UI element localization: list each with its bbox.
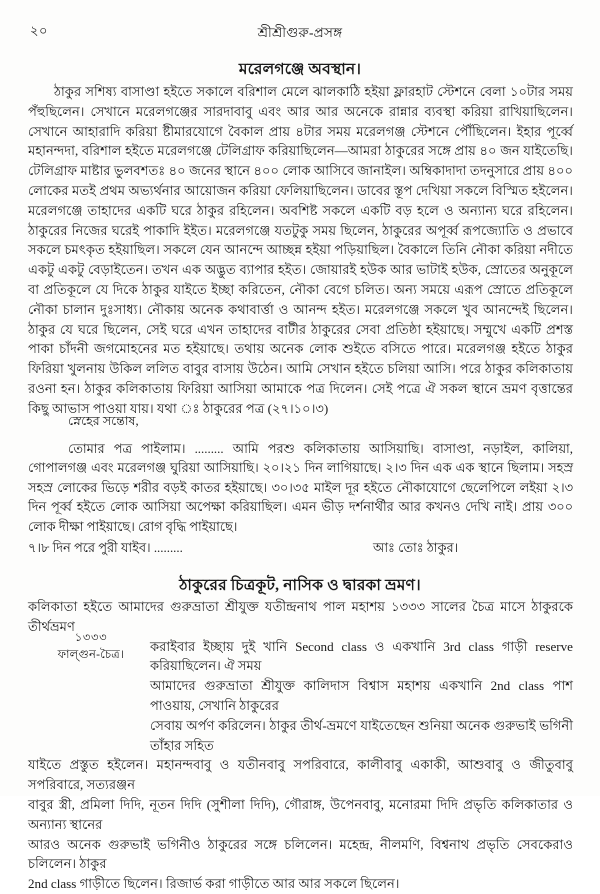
quoted-letter xyxy=(28,412,573,558)
section-2-line: করাইবার ইচ্ছায় দুই খানি Second class ও একখানি 3rd class গাড়ী reserve করিয়াছিলেন। ঐ সময় xyxy=(150,638,573,674)
section-2-line: যাইতে প্রস্তুত হইলেন। মহানন্দবাবু ও যতীনবাবু সপরিবারে, কালীবাবু একাকী, আশুবাবু ও জীতুবাবু সপরিবারে, সত্যরঞ্জন xyxy=(28,757,573,793)
margin-note-months: ফাল্গুন-চৈত্র। xyxy=(57,648,125,661)
margin-note-year: ১৩৩৩ xyxy=(74,631,108,644)
letter-last-line: ৭।৮ দিন পরে পুরী যাইব। ......... xyxy=(28,540,183,555)
letter-closing-row xyxy=(28,539,573,558)
letter-salutation: স্নেহের সন্তোষ, xyxy=(68,414,139,428)
section-heading-2: ঠাকুরের চিত্রকূট, নাসিক ও দ্বারকা ভ্রমণ। xyxy=(179,577,421,594)
section-2-line: আরও অনেক গুরুভাই ভগিনীও ঠাকুরের সঙ্গে চলিলেন। মহেন্দ্র, নীলমণি, বিশ্বনাথ প্রভৃতি সেবকেরাও চলিলেন। ঠাকুর xyxy=(28,836,573,872)
section-2-line: আমাদের গুরুভ্রাতা শ্রীযুক্ত কালিদাস বিশ্বাস মহাশয় একখানি 2nd class পাশ পাওয়ায়, সেখানি ঠাকুরের xyxy=(150,678,573,713)
section-2-line: বাবুর স্ত্রী, প্রমিলা দিদি, নূতন দিদি (সুশীলা দিদি), গৌরাঙ্গ, উপেনবাবু, মনোরমা দিদি প্রভৃতি কলিকাতার ও অন্যান্য স্থানের xyxy=(28,796,573,832)
section-1-paragraph-text: ঠাকুর সশিষ্য বাসাণ্ডা হইতে সকালে বরিশাল মেলে ঝালকাঠি হইয়া ফ্লারহাট স্টেশনে বেলা ১০টার সময় পঁহুছিলেন। সেখানে মরেলগঞ্জের সারদাবাবু এবং আর আর অনেকে রান্নার ব্যবস্থা করিয়া রাখিয়াছিলেন। সেখানে আহারাদি করিয়া ষ্টীমারযোগে বৈকাল প্রায় ৪টার সময় মরেলগঞ্জ স্টেশনে পৌঁছিলেন। ইহার পূর্ব্বে মহানন্দদা, বরিশাল হইতে মরেলগঞ্জে টেলিগ্রাফ করিয়াছিলেন—আমরা ঠাকুরের সঙ্গে প্রায় ৪০ জন যাইতেছি। টেলিগ্রাফ মাষ্টার ভুলবশতঃ ৪০ জনের স্থানে ৪০০ লোক আসিবে জানাইল। অম্বিকাদাদা তদনুসারে প্রায় ৪০০ লোকের মতই প্রথম অভ্যর্থনার আয়োজন করিয়া ফেলিয়াছিলেন। ডাবের স্তূপ দেখিয়া সকলে বিস্মিত হইলেন। মরেলগঞ্জে তাহাদের একটি ঘরে ঠাকুর রহিলেন। অবশিষ্ট সকলে একটি বড় হলে ও অন্যান্য ঘরে রহিলেন। ঠাকুরের নিজের ঘরেই পাকাদি ইইত। মরেলগঞ্জে যতটুকু সময় ছিলেন, ঠাকুরের অপূর্ব্ব রূপজ্যোতি ও প্রভাবে সকলে চমৎকৃত হইয়াছিল। সকলে যেন আনন্দে আচ্ছন্ন হইয়া পড়িয়াছিল। বৈকালে তিনি নৌকা করিয়া নদীতে একটু একটু বেড়াইতেন। তখন এক অদ্ভুত ব্যাপার হইত। জোয়ারই হউক আর ভাটাই হউক, স্রোতের অনুকূলে বা প্রতিকূলে যে দিকে ঠাকুর যাইতে ইচ্ছা করিতেন, নৌকা বেগে চলিত। অন্য সময়ে এরূপ স্রোতে প্রতিকূলে নৌকা চালান দুঃসাধ্য। নৌকায় অনেক কথাবার্ত্তা ও আনন্দ হইত। মরেলগঞ্জে সকলে খুব আনন্দেই ছিলেন। ঠাকুর যে ঘরে ছিলেন, সেই ঘরে এখন তাহাদের বাটীর ঠাকুরের সেবা প্রতিষ্ঠা হইয়াছে। সম্মুখে একটি প্রশস্ত পাকা চাঁদনী জগমোহনের মত হইয়াছে। তথায় অনেক লোক শুইতে বসিতে পারে। মরেলগঞ্জ হইতে ঠাকুর ফিরিয়া খুলনায় উকিল ললিত বাবুর বাসায় উঠেন। আমি সেখান হইতে চলিয়া আসি। পরে ঠাকুর কলিকাতায় রওনা হন। ঠাকুর কলিকাতায় ফিরিয়া আসিয়া আমাকে পত্র দিলেন। সেই পত্রে ঐ সকল স্থানে ভ্রমণ বৃত্তান্তের কিছু আভাস পাওয়া যায়। যথা ঃ ঠাকুরের পত্র (২৭।১০।৩) xyxy=(28,84,573,416)
running-head-title: শ্রীশ্রীগুরু-প্রসঙ্গ xyxy=(257,25,343,40)
page-number: ২০ xyxy=(30,23,48,38)
section-heading-1: মরেলগঞ্জে অবস্থান। xyxy=(238,61,362,78)
letter-body: তোমার পত্র পাইলাম। ......... আমি পরশু কলিকাতায় আসিয়াছি। বাসাণ্ডা, নড়াইল, কালিয়া, গোপালগঞ্জ এবং মরেলগঞ্জ ঘুরিয়া আসিয়াছি। ২০।২১ দিন লাগিয়াছে। ২।৩ দিন এক এক স্থানে ছিলাম। সহস্র সহস্র লোকের ভিড়ে শরীর বড়ই কাতর হইয়াছে। ৩০।৩৫ মাইল দূর হইতে নৌকাযোগে ছেলেপিলে লইয়া ২।৩ দিন পূর্ব্ব হইতে লোক আসিয়া অপেক্ষা করিয়াছিল। এমন ভীড় দর্শনার্থীর আর কখনও দেখি নাই। প্রায় ৩০০ লোক দীক্ষা পাইয়াছে। রোগ বৃদ্ধি পাইয়াছে। xyxy=(28,441,573,534)
section-2-line: সেবায় অর্পণ করিলেন। ঠাকুর তীর্থ-ভ্রমণে যাইতেছেন শুনিয়া অনেক গুরুভাই ভগিনী তাঁহার সহিত xyxy=(150,717,573,753)
letter-signature: আঃ তোঃ ঠাকুর। xyxy=(373,540,459,555)
running-head xyxy=(0,22,600,42)
section-2-paragraph xyxy=(28,597,573,894)
section-1-paragraph xyxy=(28,82,573,419)
section-2-line: কলিকাতা হইতে আমাদের গুরুভ্রাতা শ্রীযুক্ত যতীন্দ্রনাথ পাল মহাশয় ১৩৩৩ সালের চৈত্র মাসে ঠাকুরকে তীর্থভ্রমণ xyxy=(28,599,573,634)
section-2-line: 2nd class গাড়ীতে ছিলেন। রিজার্ভ করা গাড়ীতে আর আর সকলে ছিলেন। xyxy=(28,876,400,892)
